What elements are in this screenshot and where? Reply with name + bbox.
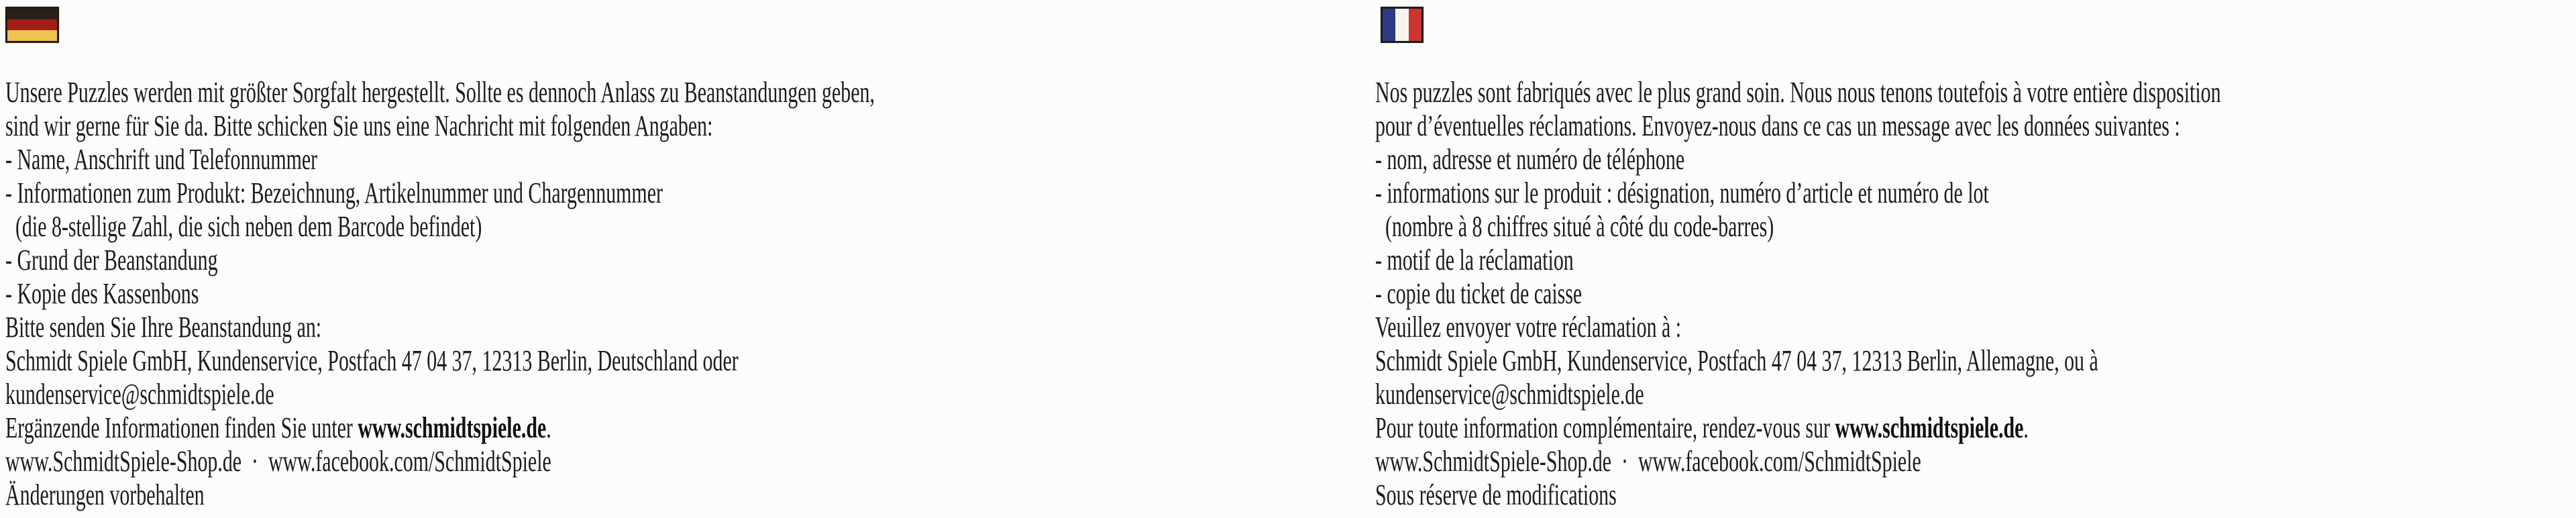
text-line [5, 109, 875, 143]
text-line [5, 344, 875, 378]
french-column [1375, 7, 2576, 512]
text-segment: Sous réserve de modifications [1375, 478, 1617, 511]
text-line [5, 76, 875, 109]
flag-band [7, 30, 57, 41]
text-segment: Unsere Puzzles werden mit größter Sorgfalt hergestellt. Sollte es dennoch Anlass zu Beanstandungen geben, [5, 76, 875, 109]
text-line [5, 244, 875, 277]
text-line [1375, 210, 2221, 244]
text-segment: Bitte senden Sie Ihre Beanstandung an: [5, 311, 322, 344]
text-line [5, 210, 875, 244]
text-segment: . [546, 411, 551, 444]
text-segment: - Informationen zum Produkt: Bezeichnung, Artikelnummer und Chargennummer [5, 176, 663, 209]
text-line [1375, 277, 2221, 311]
text-line [5, 277, 875, 311]
text-segment: kundenservice@schmidtspiele.de [5, 378, 274, 411]
flag-band [1409, 9, 1421, 41]
text-line [1375, 109, 2221, 143]
text-segment: Schmidt Spiele GmbH, Kundenservice, Postfach 47 04 37, 12313 Berlin, Allemagne, ou à [1375, 344, 2098, 377]
flag-band [1395, 9, 1408, 41]
text-line [5, 478, 875, 512]
german-column [5, 7, 1284, 512]
text-segment: sind wir gerne für Sie da. Bitte schicken Sie uns eine Nachricht mit folgenden Angaben: [5, 109, 713, 142]
text-line [5, 411, 875, 445]
text-line [1375, 478, 2221, 512]
text-line [5, 143, 875, 176]
text-segment: (die 8-stellige Zahl, die sich neben dem Barcode befindet) [5, 210, 482, 243]
text-line [1375, 311, 2221, 344]
text-segment: - motif de la réclamation [1375, 244, 1574, 276]
text-segment: Veuillez envoyer votre réclamation à : [1375, 311, 1682, 344]
text-segment: www.SchmidtSpiele-Shop.de · www.facebook.com/SchmidtSpiele [1375, 445, 1921, 478]
text-line [1375, 344, 2221, 378]
text-segment: (nombre à 8 chiffres situé à côté du code-barres) [1375, 210, 1774, 243]
text-segment: . [2023, 411, 2029, 444]
text-segment: - copie du ticket de caisse [1375, 277, 1582, 310]
text-segment: Nos puzzles sont fabriqués avec le plus grand soin. Nous nous tenons toutefois à votre entière disposition [1375, 76, 2221, 109]
text-line [1375, 378, 2221, 411]
text-line [1375, 176, 2221, 210]
bold-url-text: www.schmidtspiele.de [358, 411, 547, 444]
text-line [5, 176, 875, 210]
text-line [1375, 143, 2221, 176]
text-line [5, 445, 875, 478]
text-line [1375, 445, 2221, 478]
text-segment: Änderungen vorbehalten [5, 478, 205, 511]
text-line [1375, 411, 2221, 445]
bold-url-text: www.schmidtspiele.de [1835, 411, 2024, 444]
text-segment: - Name, Anschrift und Telefonnummer [5, 143, 318, 176]
text-segment: kundenservice@schmidtspiele.de [1375, 378, 1644, 411]
text-segment: - nom, adresse et numéro de téléphone [1375, 143, 1685, 176]
text-line [1375, 244, 2221, 277]
text-segment: - Grund der Beanstandung [5, 244, 218, 276]
text-segment: - Kopie des Kassenbons [5, 277, 199, 310]
text-segment: pour d’éventuelles réclamations. Envoyez-nous dans ce cas un message avec les données suivantes : [1375, 109, 2180, 142]
text-segment: - informations sur le produit : désignation, numéro d’article et numéro de lot [1375, 176, 1989, 209]
text-segment: Pour toute information complémentaire, rendez-vous sur [1375, 411, 1835, 444]
text-line [5, 378, 875, 411]
text-segment: www.SchmidtSpiele-Shop.de · www.facebook.com/SchmidtSpiele [5, 445, 551, 478]
french-text-block [1375, 76, 2221, 512]
text-line [1375, 76, 2221, 109]
text-segment: Schmidt Spiele GmbH, Kundenservice, Postfach 47 04 37, 12313 Berlin, Deutschland oder [5, 344, 739, 377]
text-line [5, 311, 875, 344]
germany-flag-icon [5, 7, 59, 43]
flag-band [7, 19, 57, 30]
flag-band [1383, 9, 1395, 41]
text-segment: Ergänzende Informationen finden Sie unter [5, 411, 358, 444]
france-flag-icon [1381, 7, 1424, 43]
flag-band [7, 9, 57, 19]
german-text-block [5, 76, 875, 512]
